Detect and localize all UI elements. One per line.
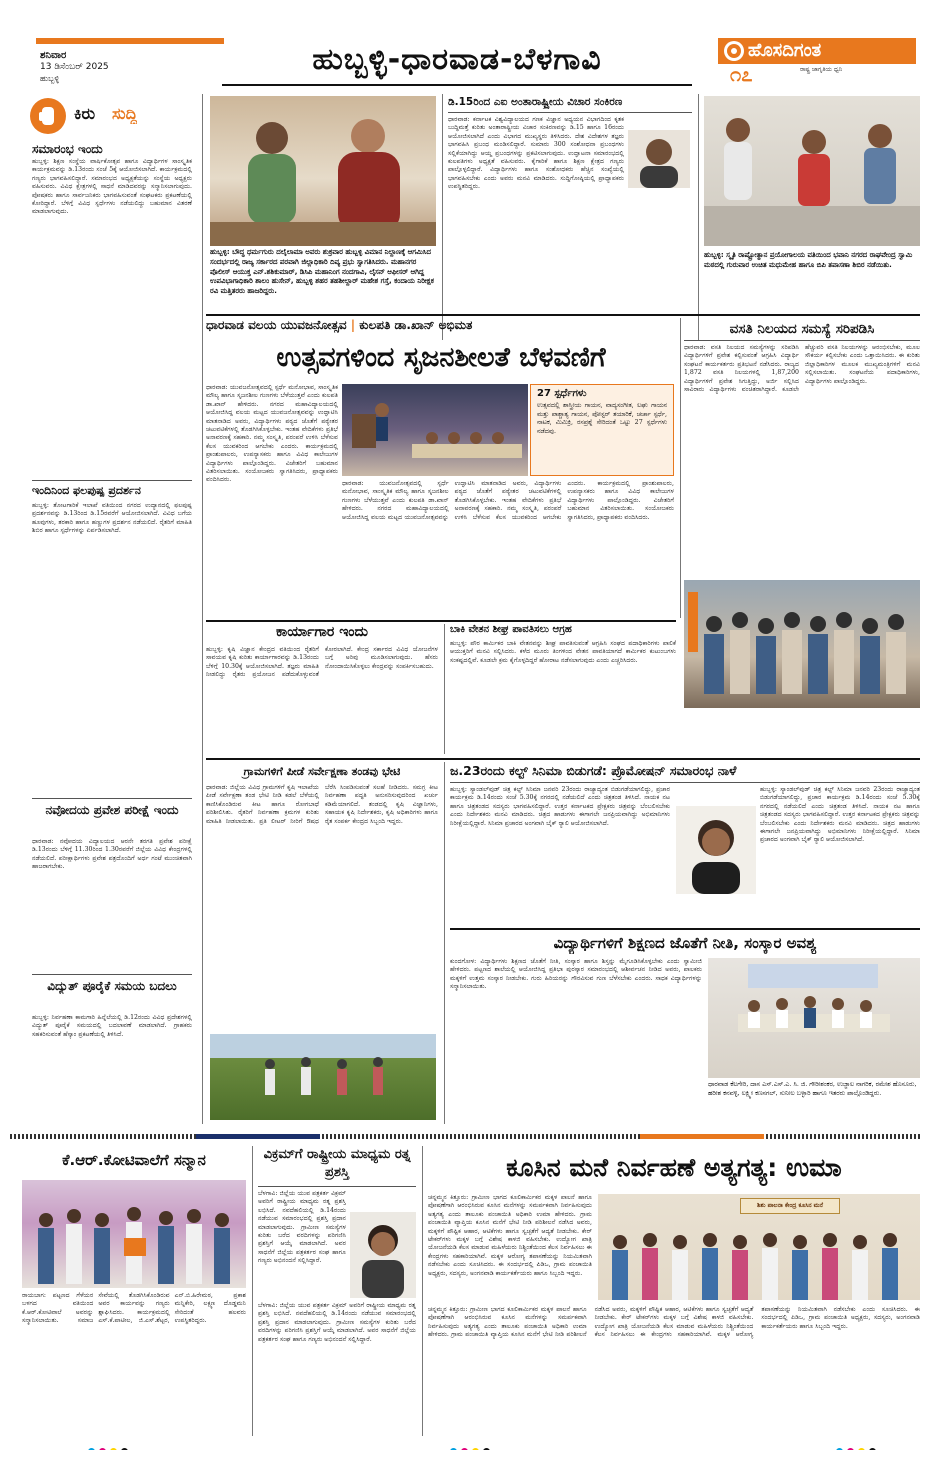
kirusuddi-body-2: ಹುಬ್ಬಳ್ಳಿ: ತೋಟಗಾರಿಕೆ ಇಲಾಖೆ ವತಿಯಿಂದ ನಗರದ ಉದ್ಯಾನದಲ್ಲಿ ಫಲಪುಷ್ಪ ಪ್ರದರ್ಶನವನ್ನು ಡಿ.13ರಿಂದ ಡಿ.15ರವರೆಗೆ ಆಯೋಜಿಸಲಾಗಿದೆ. ವಿವಿಧ ಬಗೆಯ ಹೂವುಗಳು, ತರಕಾರಿ ಹಾಗೂ ಹಣ್ಣುಗಳ ಪ್ರದರ್ಶನ ನಡೆಯಲಿದೆ. ರೈತರಿಗೆ ಮಾಹಿತಿ ಶಿಬಿರ ಹಾಗೂ ಸ್ಪರ್ಧೆಗಳನ್ನು ಏರ್ಪಡಿಸಲಾಗಿದೆ. — [32, 502, 192, 535]
dalai-lama-caption: ಹುಬ್ಬಳ್ಳಿ: ಬೌದ್ಧ ಧರ್ಮಗುರು ದಲೈಲಾಮಾ ಅವರು ಶುಕ್ರವಾರ ಹುಬ್ಬಳ್ಳಿ ವಿಮಾನ ನಿಲ್ದಾಣಕ್ಕೆ ಆಗಮಿಸಿದ ಸಂದರ್ಭದಲ್ಲಿ ರಾಜ್ಯ ಸರ್ಕಾರದ ಪರವಾಗಿ ಜಿಲ್ಲಾಧಿಕಾರಿ ದಿವ್ಯ ಪ್ರಭು ಸ್ವಾಗತಿಸಿದರು. ಮಹಾನಗರ ಪೊಲೀಸ್ ಆಯುಕ್ತ ಎನ್.ಶಶಿಕುಮಾರ್, ಡಿಸಿಪಿ ಮಹಾನಿಂಗ ನಂದಗಾವಿ, ಲೈಸನ್ ಆಫೀಸರ್ ಆಗಿದ್ದ ಉಪವಿಭಾಗಾಧಿಕಾರಿ ಶಾಲಂ ಹುಸೇನ್, ಹುಬ್ಬಳ್ಳಿ ಶಹರ ತಹಶೀಲ್ದಾರ್ ಮಹೇಶ ಗಸ್ತೆ, ಕಂದಾಯ ನಿರೀಕ್ಷಕ ರವಿ ಮತ್ತಿತರರು ಹಾಜರಿದ್ದರು. — [210, 248, 434, 296]
issue-date: 13 ಡಿಸೆಂಬರ್ 2025 — [40, 62, 109, 72]
cinema-body-right: ಹುಬ್ಬಳ್ಳಿ: ಸ್ಯಾಂಡಲ್‌ವುಡ್ ಚಿತ್ರ ಕಲ್ಟ್ ಸಿನಿಮಾ ಜನವರಿ 23ರಂದು ರಾಜ್ಯಾದ್ಯಂತ ಬಿಡುಗಡೆಯಾಗಲಿದ್ದು, ಪ್ರಚಾರ ಕಾರ್ಯಕ್ರಮ ಡಿ.14ರಂದು ಸಂಜೆ 5.30ಕ್ಕೆ ನಗರದಲ್ಲಿ ನಡೆಯಲಿದೆ ಎಂದು ಚಿತ್ರತಂಡ ತಿಳಿಸಿದೆ. ನಾಯಕ ನಟ ಹಾಗೂ ಚಿತ್ರತಂಡದ ಸದಸ್ಯರು ಭಾಗವಹಿಸಲಿದ್ದಾರೆ. ಉತ್ತರ ಕರ್ನಾಟಕದ ಪ್ರೇಕ್ಷಕರು ಚಿತ್ರವನ್ನು ಬೆಂಬಲಿಸಬೇಕು ಎಂದು ನಿರ್ದೇಶಕರು ಮನವಿ ಮಾಡಿದರು. ಚಿತ್ರದ ಹಾಡುಗಳು ಈಗಾಗಲೇ ಜನಪ್ರಿಯವಾಗಿದ್ದು ಅಭಿಮಾನಿಗಳು ನಿರೀಕ್ಷೆಯಲ್ಲಿದ್ದಾರೆ. ಸಿನಿಮಾ ಪ್ರಚಾರದ ಅಂಗವಾಗಿ ಬೈಕ್ ರ‍್ಯಾಲಿ ಆಯೋಜಿಸಲಾಗಿದೆ. — [760, 786, 920, 844]
kusina-mane-body-bottom: ಚನ್ನಮ್ಮನ ಕಿತ್ತೂರು: ಗ್ರಾಮೀಣ ಭಾಗದ ಕೂಲಿಕಾರ್ಮಿಕರ ಮಕ್ಕಳ ಪಾಲನೆ ಹಾಗೂ ಪೋಷಣೆಗಾಗಿ ಆರಂಭಿಸಿರುವ ಕೂಸಿನ ಮನೆಗಳನ್ನು ಸಮರ್ಪಕವಾಗಿ ನಿರ್ವಹಿಸುವುದು ಅತ್ಯಗತ್ಯ ಎಂದು ತಾಲೂಕು ಪಂಚಾಯಿತಿ ಅಧಿಕಾರಿ ಉಮಾ ಹೇಳಿದರು. ಗ್ರಾಮ ಪಂಚಾಯಿತಿ ವ್ಯಾಪ್ತಿಯ ಕೂಸಿನ ಮನೆಗೆ ಭೇಟಿ ನೀಡಿ ಪರಿಶೀಲನೆ ನಡೆಸಿದ ಅವರು, ಮಕ್ಕಳಿಗೆ ಪೌಷ್ಟಿಕ ಆಹಾರ, ಆಟಿಕೆಗಳು ಹಾಗೂ ಸ್ವಚ್ಛತೆಗೆ ಆದ್ಯತೆ ನೀಡಬೇಕು. ಕೇರ್ ಟೇಕರ್‌ಗಳು ಮಕ್ಕಳ ಬಗ್ಗೆ ವಿಶೇಷ ಕಾಳಜಿ ವಹಿಸಬೇಕು. ಉದ್ಯೋಗ ಖಾತ್ರಿ ಯೋಜನೆಯಡಿ ಕೆಲಸ ಮಾಡುವ ಮಹಿಳೆಯರು ನಿಶ್ಚಿಂತೆಯಿಂದ ಕೆಲಸ ನಿರ್ವಹಿಸಲು ಈ ಕೇಂದ್ರಗಳು ಸಹಕಾರಿಯಾಗಿವೆ. ಮಕ್ಕಳ ಆರೋಗ್ಯ ತಪಾಸಣೆಯನ್ನು ನಿಯಮಿತವಾಗಿ ನಡೆಸಬೇಕು ಎಂದು ಸೂಚಿಸಿದರು. ಈ ಸಂದರ್ಭದಲ್ಲಿ ಪಿಡಿಒ, ಗ್ರಾಮ ಪಂಚಾಯಿತಿ ಅಧ್ಯಕ್ಷರು, ಸದಸ್ಯರು, ಅಂಗನವಾಡಿ ಕಾರ್ಯಕರ್ತೆಯರು ಹಾಗೂ ಸಿಬ್ಬಂದಿ ಇದ್ದರು. — [428, 1306, 920, 1339]
kirusuddi-body-4: ಹುಬ್ಬಳ್ಳಿ: ನಿರ್ವಹಣಾ ಕಾಮಗಾರಿ ಹಿನ್ನೆಲೆಯಲ್ಲಿ ಡಿ.12ರಂದು ವಿವಿಧ ಪ್ರದೇಶಗಳಲ್ಲಿ ವಿದ್ಯುತ್ ಪೂರೈಕೆ ಸಮಯದಲ್ಲಿ ಬದಲಾವಣೆ ಮಾಡಲಾಗಿದೆ. ಗ್ರಾಹಕರು ಸಹಕರಿಸುವಂತೆ ಹೆಸ್ಕಾಂ ಪ್ರಕಟಣೆಯಲ್ಲಿ ತಿಳಿಸಿದೆ. — [32, 1014, 192, 1038]
registration-dots-center — [450, 1440, 510, 1450]
masthead-bottom-rule — [222, 84, 692, 86]
values-edu-body: ಕುಂದಗೋಳ: ವಿದ್ಯಾರ್ಥಿಗಳು ಶಿಕ್ಷಣದ ಜೊತೆಗೆ ನೀತಿ, ಸಂಸ್ಕಾರ ಹಾಗೂ ಶಿಸ್ತನ್ನು ಮೈಗೂಡಿಸಿಕೊಳ್ಳಬೇಕು ಎಂದು ಸ್ವಾಮೀಜಿ ಹೇಳಿದರು. ಪಟ್ಟಣದ ಶಾಲೆಯಲ್ಲಿ ಆಯೋಜಿಸಿದ್ದ ಪ್ರತಿಭಾ ಪುರಸ್ಕಾರ ಸಮಾರಂಭದಲ್ಲಿ ಆಶೀರ್ವಚನ ನೀಡಿದ ಅವರು, ಪಾಲಕರು ಮಕ್ಕಳಿಗೆ ಉತ್ತಮ ಸಂಸ್ಕಾರ ನೀಡಬೇಕು. ಗುರು ಹಿರಿಯರನ್ನು ಗೌರವಿಸುವ ಗುಣ ಬೆಳೆಸಬೇಕು ಎಂದರು. ಸಾಧಕ ವಿದ್ಯಾರ್ಥಿಗಳನ್ನು ಸನ್ಮಾನಿಸಲಾಯಿತು. — [450, 958, 702, 991]
health-camp-photo — [704, 96, 920, 246]
magenta-dot — [461, 1448, 468, 1450]
values-edu-title: ವಿದ್ಯಾರ್ಥಿಗಳಿಗೆ ಶಿಕ್ಷಣದ ಜೊತೆಗೆ ನೀತಿ, ಸಂಸ್ಕಾರ ಅವಶ್ಯ — [553, 934, 817, 952]
black-dot — [869, 1448, 876, 1450]
magenta-dot — [847, 1448, 854, 1450]
kusina-mane-photo — [598, 1194, 920, 1300]
karyagara-title: ಕಾರ್ಯಾಗಾರ ಇಂದು — [275, 624, 369, 640]
kusina-mane-title: ಕೂಸಿನ ಮನೆ ನಿರ್ವಹಣೆ ಅತ್ಯಗತ್ಯ: ಉಮಾ — [506, 1153, 842, 1182]
cinema-title: ಜ.23ರಂದು ಕಲ್ಟ್ ಸಿನಿಮಾ ಬಿಡುಗಡೆ: ಪ್ರೊಮೋಷನ್ ಸಮಾರಂಭ ನಾಳೆ — [450, 763, 737, 778]
divider — [206, 758, 920, 760]
divider — [206, 314, 920, 316]
yuvajanotsava-kicker — [206, 318, 676, 338]
kirusuddi-title-2: ಇಂದಿನಿಂದ ಫಲಪುಷ್ಪ ಪ್ರದರ್ಶನ — [32, 484, 141, 497]
divider — [32, 974, 192, 975]
cyan-dot — [836, 1448, 843, 1450]
masthead-orange-bar — [36, 38, 224, 44]
column-divider — [444, 624, 445, 754]
bottom-band-rule — [10, 1134, 920, 1139]
hostel-body: ಧಾರವಾಡ: ವಸತಿ ನಿಲಯದ ಸಮಸ್ಯೆಗಳನ್ನು ಸರಿಪಡಿಸಿ ವಿದ್ಯಾರ್ಥಿಗಳಿಗೆ ಪ್ರವೇಶ ಕಲ್ಪಿಸುವಂತೆ ಆಗ್ರಹಿಸಿ ವಿದ್ಯಾರ್ಥಿ ಸಂಘಟನೆ ಕಾರ್ಯಕರ್ತರು ಪ್ರತಿಭಟನೆ ನಡೆಸಿದರು. ರಾಜ್ಯದ 1,872 ವಸತಿ ನಿಲಯಗಳಲ್ಲಿ 1,87,200 ವಿದ್ಯಾರ್ಥಿಗಳಿಗೆ ಪ್ರವೇಶ ಸಿಗುತ್ತಿದ್ದು, ಅರ್ಜಿ ಸಲ್ಲಿಸಿದ ಸಾವಿರಾರು ವಿದ್ಯಾರ್ಥಿಗಳು ವಂಚಿತರಾಗಿದ್ದಾರೆ. ಕೂಡಲೇ ಹೆಚ್ಚುವರಿ ವಸತಿ ನಿಲಯಗಳನ್ನು ಆರಂಭಿಸಬೇಕು, ಮೂಲ ಸೌಕರ್ಯ ಕಲ್ಪಿಸಬೇಕು ಎಂದು ಒತ್ತಾಯಿಸಿದರು. ಈ ಕುರಿತು ಜಿಲ್ಲಾಧಿಕಾರಿಗಳ ಮೂಲಕ ಮುಖ್ಯಮಂತ್ರಿಗಳಿಗೆ ಮನವಿ ಸಲ್ಲಿಸಲಾಯಿತು. ಸಂಘಟನೆಯ ಪದಾಧಿಕಾರಿಗಳು, ವಿದ್ಯಾರ್ಥಿಗಳು ಪಾಲ್ಗೊಂಡಿದ್ದರು. — [684, 344, 920, 394]
competitions-box — [530, 384, 674, 476]
divider — [450, 928, 920, 930]
vikram-body-top: ಬೆಳಗಾವಿ: ಜಿಲ್ಲೆಯ ಯುವ ಪತ್ರಕರ್ತ ವಿಕ್ರಮ್ ಅವರಿಗೆ ರಾಷ್ಟ್ರೀಯ ಮಾಧ್ಯಮ ರತ್ನ ಪ್ರಶಸ್ತಿ ಲಭಿಸಿದೆ. ನವದೆಹಲಿಯಲ್ಲಿ ಡಿ.14ರಂದು ನಡೆಯುವ ಸಮಾರಂಭದಲ್ಲಿ ಪ್ರಶಸ್ತಿ ಪ್ರದಾನ ಮಾಡಲಾಗುವುದು. ಗ್ರಾಮೀಣ ಸಮಸ್ಯೆಗಳ ಕುರಿತು ಬರೆದ ವರದಿಗಳನ್ನು ಪರಿಗಣಿಸಿ ಪ್ರಶಸ್ತಿಗೆ ಆಯ್ಕೆ ಮಾಡಲಾಗಿದೆ. ಅವರ ಸಾಧನೆಗೆ ಜಿಲ್ಲೆಯ ಪತ್ರಕರ್ತರ ಸಂಘ ಹಾಗೂ ಗಣ್ಯರು ಅಭಿನಂದನೆ ಸಲ್ಲಿಸಿದ್ದಾರೆ. — [258, 1190, 346, 1265]
issue-day: ಶನಿವಾರ — [40, 50, 67, 61]
cyan-dot — [450, 1448, 457, 1450]
column-divider — [698, 94, 699, 340]
vikram-body-bottom: ಬೆಳಗಾವಿ: ಜಿಲ್ಲೆಯ ಯುವ ಪತ್ರಕರ್ತ ವಿಕ್ರಮ್ ಅವರಿಗೆ ರಾಷ್ಟ್ರೀಯ ಮಾಧ್ಯಮ ರತ್ನ ಪ್ರಶಸ್ತಿ ಲಭಿಸಿದೆ. ನವದೆಹಲಿಯಲ್ಲಿ ಡಿ.14ರಂದು ನಡೆಯುವ ಸಮಾರಂಭದಲ್ಲಿ ಪ್ರಶಸ್ತಿ ಪ್ರದಾನ ಮಾಡಲಾಗುವುದು. ಗ್ರಾಮೀಣ ಸಮಸ್ಯೆಗಳ ಕುರಿತು ಬರೆದ ವರದಿಗಳನ್ನು ಪರಿಗಣಿಸಿ ಪ್ರಶಸ್ತಿಗೆ ಆಯ್ಕೆ ಮಾಡಲಾಗಿದೆ. ಅವರ ಸಾಧನೆಗೆ ಜಿಲ್ಲೆಯ ಪತ್ರಕರ್ತರ ಸಂಘ ಹಾಗೂ ಗಣ್ಯರು ಅಭಿನಂದನೆ ಸಲ್ಲಿಸಿದ್ದಾರೆ. — [258, 1302, 416, 1343]
yellow-dot — [110, 1448, 117, 1450]
yuvajanotsava-body-col2: ಧಾರವಾಡ: ಯುವಜನೋತ್ಸವದಲ್ಲಿ ಸ್ಪರ್ಧೆ ಮನೋಭಾವ, ಸಾಂಸ್ಕೃತಿಕ ಮೌಲ್ಯ ಹಾಗೂ ಸೃಜನಶೀಲ ಗುಣಗಳು ಬೆಳೆಯುತ್ತವೆ ಎಂದು ಕುಲಪತಿ ಡಾ.ಖಾನ್ ಹೇಳಿದರು. ನಗರದ ಮಹಾವಿದ್ಯಾಲಯದಲ್ಲಿ ಆಯೋಜಿಸಿದ್ದ ವಲಯ ಮಟ್ಟದ ಯುವಜನೋತ್ಸವವನ್ನು ಉದ್ಘಾಟಿಸಿ ಮಾತನಾಡಿದ ಅವರು, ವಿದ್ಯಾರ್ಥಿಗಳು ಪಠ್ಯದ ಜೊತೆಗೆ ಪಠ್ಯೇತರ ಚಟುವಟಿಕೆಗಳಲ್ಲಿ ತೊಡಗಿಸಿಕೊಳ್ಳಬೇಕು. ಇಂತಹ ವೇದಿಕೆಗಳು ಪ್ರತಿಭೆ ಅನಾವರಣಕ್ಕೆ ಸಹಕಾರಿ. ನಮ್ಮ ಸಂಸ್ಕೃತಿ, ಪರಂಪರೆ ಉಳಿಸಿ ಬೆಳೆಸುವ ಕೆಲಸ ಯುವಕರಿಂದ ಆಗಬೇಕು ಎಂದರು. ಕಾರ್ಯಕ್ರಮದಲ್ಲಿ ಪ್ರಾಂಶುಪಾಲರು, ಉಪನ್ಯಾಸಕರು ಹಾಗೂ ವಿವಿಧ ಕಾಲೇಜುಗಳ ವಿದ್ಯಾರ್ಥಿಗಳು ಪಾಲ್ಗೊಂಡಿದ್ದರು. ವಿಜೇತರಿಗೆ ಬಹುಮಾನ ವಿತರಿಸಲಾಯಿತು. ಸಂಯೋಜಕರು ಸ್ವಾಗತಿಸಿದರು, ಪ್ರಾಧ್ಯಾಪಕರು ವಂದಿಸಿದರು. — [342, 480, 674, 521]
cyan-dot — [88, 1448, 95, 1450]
divider — [32, 798, 192, 799]
hand-icon — [30, 98, 66, 134]
competitions-box-body: ಉತ್ಸವದಲ್ಲಿ ಶಾಸ್ತ್ರೀಯ ಗಾಯನ, ವಾದ್ಯಸಂಗೀತ, ಲಘು ಗಾಯನ ಮತ್ತು ಪಾಶ್ಚಾತ್ಯ ಗಾಯನ, ಪೋಸ್ಟರ್ ತಯಾರಿಕೆ, ಚರ್ಚಾ ಸ್ಪರ್ಧೆ, ನಾಟಕ, ಮಿಮಿಕ್ರಿ, ರಸಪ್ರಶ್ನೆ ಸೇರಿದಂತೆ ಒಟ್ಟು 27 ಸ್ಪರ್ಧೆಗಳು ನಡೆದವು. — [537, 402, 667, 435]
divider — [450, 782, 920, 783]
column-divider — [252, 1146, 253, 1436]
column-divider — [202, 94, 203, 1124]
black-dot — [121, 1448, 128, 1450]
kotiwale-title: ಕೆ.ಆರ್.ಕೋಟಿವಾಲೆಗೆ ಸನ್ಮಾನ — [62, 1151, 206, 1169]
column-divider — [444, 762, 445, 1124]
yuvajanotsava-photo — [342, 384, 528, 476]
bottom-band-accent-left — [196, 1134, 320, 1139]
cinema-body-left: ಹುಬ್ಬಳ್ಳಿ: ಸ್ಯಾಂಡಲ್‌ವುಡ್ ಚಿತ್ರ ಕಲ್ಟ್ ಸಿನಿಮಾ ಜನವರಿ 23ರಂದು ರಾಜ್ಯಾದ್ಯಂತ ಬಿಡುಗಡೆಯಾಗಲಿದ್ದು, ಪ್ರಚಾರ ಕಾರ್ಯಕ್ರಮ ಡಿ.14ರಂದು ಸಂಜೆ 5.30ಕ್ಕೆ ನಗರದಲ್ಲಿ ನಡೆಯಲಿದೆ ಎಂದು ಚಿತ್ರತಂಡ ತಿಳಿಸಿದೆ. ನಾಯಕ ನಟ ಹಾಗೂ ಚಿತ್ರತಂಡದ ಸದಸ್ಯರು ಭಾಗವಹಿಸಲಿದ್ದಾರೆ. ಉತ್ತರ ಕರ್ನಾಟಕದ ಪ್ರೇಕ್ಷಕರು ಚಿತ್ರವನ್ನು ಬೆಂಬಲಿಸಬೇಕು ಎಂದು ನಿರ್ದೇಶಕರು ಮನವಿ ಮಾಡಿದರು. ಚಿತ್ರದ ಹಾಡುಗಳು ಈಗಾಗಲೇ ಜನಪ್ರಿಯವಾಗಿದ್ದು ಅಭಿಮಾನಿಗಳು ನಿರೀಕ್ಷೆಯಲ್ಲಿದ್ದಾರೆ. ಸಿನಿಮಾ ಪ್ರಚಾರದ ಅಂಗವಾಗಿ ಬೈಕ್ ರ‍್ಯಾಲಿ ಆಯೋಜಿಸಲಾಗಿದೆ. — [450, 786, 670, 827]
bottom-band-accent-right — [640, 1134, 764, 1139]
brand-tagline: ರಾಷ್ಟ್ರ ಜಾಗೃತಿಯ ಧ್ವನಿ — [800, 66, 843, 73]
kirusuddi-column — [10, 94, 198, 1124]
kirusuddi-title-3: ನವೋದಯ ಪ್ರವೇಶ ಪರೀಕ್ಷೆ ಇಂದು — [45, 803, 179, 817]
health-camp-caption: ಹುಬ್ಬಳ್ಳಿ: ಸ್ಮೃತಿ ರಾಷ್ಟ್ರೋತ್ಥಾನ ಪ್ರಯೋಗಾಲಯ ವತಿಯಿಂದ ಭವಾನಿ ನಗರದ ರಾಘವೇಂದ್ರ ಸ್ವಾಮಿ ಮಠದಲ್ಲಿ ಗುರುವಾರ ಉಚಿತ ಮಧುಮೇಹ ಹಾಗೂ ಬಿಪಿ ತಪಾಸಣಾ ಶಿಬಿರ ನಡೆಯಿತು. — [704, 251, 913, 269]
ai-seminar-portrait — [628, 130, 690, 188]
kirusuddi-title-4: ವಿದ್ಯುತ್ ಪೂರೈಕೆ ಸಮಯ ಬದಲು — [47, 979, 177, 993]
pest-survey-photo — [210, 1034, 436, 1120]
divider — [258, 1186, 416, 1187]
masthead — [0, 0, 945, 88]
ai-seminar-body: ಧಾರವಾಡ: ಕರ್ನಾಟಕ ವಿಶ್ವವಿದ್ಯಾಲಯದ ಗಣಕ ವಿಜ್ಞಾನ ಅಧ್ಯಯನ ವಿಭಾಗದಿಂದ ಕೃತಕ ಬುದ್ಧಿಮತ್ತೆ ಕುರಿತು ಅಂತಾರಾಷ್ಟ್ರೀಯ ವಿಚಾರ ಸಂಕಿರಣವನ್ನು ಡಿ.15 ಹಾಗೂ 16ರಂದು ಆಯೋಜಿಸಲಾಗಿದೆ ಎಂದು ವಿಭಾಗದ ಮುಖ್ಯಸ್ಥರು ತಿಳಿಸಿದರು. ದೇಶ ವಿದೇಶಗಳ ತಜ್ಞರು ಭಾಗವಹಿಸಿ ಪ್ರಬಂಧ ಮಂಡಿಸಲಿದ್ದಾರೆ. ಸುಮಾರು 300 ಸಂಶೋಧನಾ ಪ್ರಬಂಧಗಳು ಸಲ್ಲಿಕೆಯಾಗಿದ್ದು ಆಯ್ದ ಪ್ರಬಂಧಗಳನ್ನು ಪ್ರಕಟಿಸಲಾಗುವುದು. ಉದ್ಘಾಟನಾ ಸಮಾರಂಭದಲ್ಲಿ ಕುಲಪತಿಗಳು ಅಧ್ಯಕ್ಷತೆ ವಹಿಸುವರು. ಕೈಗಾರಿಕೆ ಹಾಗೂ ಶಿಕ್ಷಣ ಕ್ಷೇತ್ರದ ಗಣ್ಯರು ಪಾಲ್ಗೊಳ್ಳಲಿದ್ದಾರೆ. ವಿದ್ಯಾರ್ಥಿಗಳು ಹಾಗೂ ಸಂಶೋಧಕರು ಹೆಚ್ಚಿನ ಸಂಖ್ಯೆಯಲ್ಲಿ ಭಾಗವಹಿಸಬೇಕು ಎಂದು ಅವರು ಮನವಿ ಮಾಡಿದರು. ಸುದ್ದಿಗೋಷ್ಠಿಯಲ್ಲಿ ಪ್ರಾಧ್ಯಾಪಕರು ಉಪಸ್ಥಿತರಿದ್ದರು. — [448, 116, 624, 191]
yuvajanotsava-body-col1: ಧಾರವಾಡ: ಯುವಜನೋತ್ಸವದಲ್ಲಿ ಸ್ಪರ್ಧೆ ಮನೋಭಾವ, ಸಾಂಸ್ಕೃತಿಕ ಮೌಲ್ಯ ಹಾಗೂ ಸೃಜನಶೀಲ ಗುಣಗಳು ಬೆಳೆಯುತ್ತವೆ ಎಂದು ಕುಲಪತಿ ಡಾ.ಖಾನ್ ಹೇಳಿದರು. ನಗರದ ಮಹಾವಿದ್ಯಾಲಯದಲ್ಲಿ ಆಯೋಜಿಸಿದ್ದ ವಲಯ ಮಟ್ಟದ ಯುವಜನೋತ್ಸವವನ್ನು ಉದ್ಘಾಟಿಸಿ ಮಾತನಾಡಿದ ಅವರು, ವಿದ್ಯಾರ್ಥಿಗಳು ಪಠ್ಯದ ಜೊತೆಗೆ ಪಠ್ಯೇತರ ಚಟುವಟಿಕೆಗಳಲ್ಲಿ ತೊಡಗಿಸಿಕೊಳ್ಳಬೇಕು. ಇಂತಹ ವೇದಿಕೆಗಳು ಪ್ರತಿಭೆ ಅನಾವರಣಕ್ಕೆ ಸಹಕಾರಿ. ನಮ್ಮ ಸಂಸ್ಕೃತಿ, ಪರಂಪರೆ ಉಳಿಸಿ ಬೆಳೆಸುವ ಕೆಲಸ ಯುವಕರಿಂದ ಆಗಬೇಕು ಎಂದರು. ಕಾರ್ಯಕ್ರಮದಲ್ಲಿ ಪ್ರಾಂಶುಪಾಲರು, ಉಪನ್ಯಾಸಕರು ಹಾಗೂ ವಿವಿಧ ಕಾಲೇಜುಗಳ ವಿದ್ಯಾರ್ಥಿಗಳು ಪಾಲ್ಗೊಂಡಿದ್ದರು. ವಿಜೇತರಿಗೆ ಬಹುಮಾನ ವಿತರಿಸಲಾಯಿತು. ಸಂಯೋಜಕರು ಸ್ವಾಗತಿಸಿದರು, ಪ್ರಾಧ್ಯಾಪಕರು ವಂದಿಸಿದರು. — [206, 384, 338, 484]
brand-logo-icon — [724, 41, 744, 61]
kicker-part-b: ಕುಲಪತಿ ಡಾ.ಖಾನ್ ಅಭಿಮತ — [359, 318, 473, 332]
competitions-box-title: 27 ಸ್ಪರ್ಧೆಗಳು — [537, 388, 587, 399]
kicker-part-a: ಧಾರವಾಡ ವಲಯ ಯುವಜನೋತ್ಸವ — [206, 318, 347, 332]
magenta-dot — [99, 1448, 106, 1450]
kotiwale-photo — [22, 1180, 246, 1288]
kicker-separator: | — [350, 318, 360, 332]
yellow-dot — [858, 1448, 865, 1450]
kirusuddi-label-a: ಕಿರು — [74, 104, 96, 123]
kusina-mane-body-left: ಚನ್ನಮ್ಮನ ಕಿತ್ತೂರು: ಗ್ರಾಮೀಣ ಭಾಗದ ಕೂಲಿಕಾರ್ಮಿಕರ ಮಕ್ಕಳ ಪಾಲನೆ ಹಾಗೂ ಪೋಷಣೆಗಾಗಿ ಆರಂಭಿಸಿರುವ ಕೂಸಿನ ಮನೆಗಳನ್ನು ಸಮರ್ಪಕವಾಗಿ ನಿರ್ವಹಿಸುವುದು ಅತ್ಯಗತ್ಯ ಎಂದು ತಾಲೂಕು ಪಂಚಾಯಿತಿ ಅಧಿಕಾರಿ ಉಮಾ ಹೇಳಿದರು. ಗ್ರಾಮ ಪಂಚಾಯಿತಿ ವ್ಯಾಪ್ತಿಯ ಕೂಸಿನ ಮನೆಗೆ ಭೇಟಿ ನೀಡಿ ಪರಿಶೀಲನೆ ನಡೆಸಿದ ಅವರು, ಮಕ್ಕಳಿಗೆ ಪೌಷ್ಟಿಕ ಆಹಾರ, ಆಟಿಕೆಗಳು ಹಾಗೂ ಸ್ವಚ್ಛತೆಗೆ ಆದ್ಯತೆ ನೀಡಬೇಕು. ಕೇರ್ ಟೇಕರ್‌ಗಳು ಮಕ್ಕಳ ಬಗ್ಗೆ ವಿಶೇಷ ಕಾಳಜಿ ವಹಿಸಬೇಕು. ಉದ್ಯೋಗ ಖಾತ್ರಿ ಯೋಜನೆಯಡಿ ಕೆಲಸ ಮಾಡುವ ಮಹಿಳೆಯರು ನಿಶ್ಚಿಂತೆಯಿಂದ ಕೆಲಸ ನಿರ್ವಹಿಸಲು ಈ ಕೇಂದ್ರಗಳು ಸಹಕಾರಿಯಾಗಿವೆ. ಮಕ್ಕಳ ಆರೋಗ್ಯ ತಪಾಸಣೆಯನ್ನು ನಿಯಮಿತವಾಗಿ ನಡೆಸಬೇಕು ಎಂದು ಸೂಚಿಸಿದರು. ಈ ಸಂದರ್ಭದಲ್ಲಿ ಪಿಡಿಒ, ಗ್ರಾಮ ಪಂಚಾಯಿತಿ ಅಧ್ಯಕ್ಷರು, ಸದಸ್ಯರು, ಅಂಗನವಾಡಿ ಕಾರ್ಯಕರ್ತೆಯರು ಹಾಗೂ ಸಿಬ್ಬಂದಿ ಇದ್ದರು. — [428, 1194, 592, 1277]
column-divider — [680, 318, 681, 618]
kirusuddi-header — [30, 98, 190, 134]
pest-survey-title: ಗ್ರಾಮಗಳಿಗೆ ಪೀಡೆ ಸರ್ವೇಕ್ಷಣಾ ತಂಡವು ಭೇಟಿ — [243, 765, 401, 778]
values-edu-photo — [708, 958, 920, 1078]
pest-survey-body: ಧಾರವಾಡ: ಜಿಲ್ಲೆಯ ವಿವಿಧ ಗ್ರಾಮಗಳಿಗೆ ಕೃಷಿ ಇಲಾಖೆಯ ಪೀಡೆ ಸರ್ವೇಕ್ಷಣಾ ತಂಡ ಭೇಟಿ ನೀಡಿ ಕಡಲೆ ಬೆಳೆಯಲ್ಲಿ ಕಾಣಿಸಿಕೊಂಡಿರುವ ಕೀಟ ಹಾಗೂ ರೋಗಬಾಧೆ ಪರಿಶೀಲಿಸಿತು. ರೈತರಿಗೆ ನಿರ್ವಹಣಾ ಕ್ರಮಗಳ ಕುರಿತು ಮಾಹಿತಿ ನೀಡಲಾಯಿತು. ಪ್ರತಿ ಲೀಟರ್ ನೀರಿಗೆ ಔಷಧ ಬೆರೆಸಿ ಸಿಂಪಡಿಸುವಂತೆ ಸಲಹೆ ನೀಡಿದರು. ಸಮಗ್ರ ಕೀಟ ನಿರ್ವಹಣಾ ಪದ್ಧತಿ ಅನುಸರಿಸುವುದರಿಂದ ಖರ್ಚು ಕಡಿಮೆಯಾಗಲಿದೆ. ತಂಡದಲ್ಲಿ ಕೃಷಿ ವಿಜ್ಞಾನಿಗಳು, ಸಹಾಯಕ ಕೃಷಿ ನಿರ್ದೇಶಕರು, ಕೃಷಿ ಅಧಿಕಾರಿಗಳು ಹಾಗೂ ರೈತ ಸಂಪರ್ಕ ಕೇಂದ್ರದ ಸಿಬ್ಬಂದಿ ಇದ್ದರು. — [206, 784, 438, 825]
registration-dots-right — [836, 1440, 896, 1450]
karyagara-body: ಹುಬ್ಬಳ್ಳಿ: ಕೃಷಿ ವಿಜ್ಞಾನ ಕೇಂದ್ರದ ವತಿಯಿಂದ ರೈತರಿಗೆ ಸಾವಯವ ಕೃಷಿ ಕುರಿತು ಕಾರ್ಯಾಗಾರವನ್ನು ಡಿ.13ರಂದು ಬೆಳಿಗ್ಗೆ 10.30ಕ್ಕೆ ಆಯೋಜಿಸಲಾಗಿದೆ. ತಜ್ಞರು ಮಾಹಿತಿ ನೀಡಲಿದ್ದು ರೈತರು ಪ್ರಯೋಜನ ಪಡೆದುಕೊಳ್ಳುವಂತೆ ಕೋರಲಾಗಿದೆ. ಕೇಂದ್ರ ಸರ್ಕಾರದ ವಿವಿಧ ಯೋಜನೆಗಳ ಬಗ್ಗೆ ಅರಿವು ಮೂಡಿಸಲಾಗುವುದು. ಹೆಸರು ನೋಂದಾಯಿಸಿಕೊಳ್ಳಲು ಕೇಂದ್ರವನ್ನು ಸಂಪರ್ಕಿಸಬಹುದು. — [206, 646, 438, 679]
column-divider — [422, 1146, 423, 1436]
vikram-title: ವಿಕ್ರಮ್‌ಗೆ ರಾಷ್ಟ್ರೀಯ ಮಾಧ್ಯಮ ರತ್ನ ಪ್ರಶಸ್ತಿ — [263, 1147, 411, 1180]
vikram-portrait — [350, 1212, 416, 1298]
kirusuddi-title-1: ಸಮಾರಂಭ ಇಂದು — [32, 142, 103, 156]
hostel-title: ವಸತಿ ನಿಲಯದ ಸಮಸ್ಯೆ ಸರಿಪಡಿಸಿ — [729, 321, 875, 337]
section-title: ಹುಬ್ಬಳ್ಳಿ-ಧಾರವಾಡ-ಬೆಳಗಾವಿ — [312, 42, 602, 77]
column-divider — [442, 94, 443, 340]
dalai-lama-photo — [210, 96, 436, 246]
ai-seminar-title: ಡಿ.15ರಿಂದ ಎಐ ಅಂತಾರಾಷ್ಟ್ರೀಯ ವಿಚಾರ ಸಂಕಿರಣ — [448, 96, 623, 108]
divider — [32, 480, 192, 481]
divider — [684, 340, 920, 341]
divider — [206, 620, 676, 622]
yuvajanotsava-title: ಉತ್ಸವಗಳಿಂದ ಸೃಜನಶೀಲತೆ ಬೆಳವಣಿಗೆ — [276, 342, 606, 373]
registration-dots-left — [88, 1440, 148, 1450]
brand-name: ಹೊಸದಿಗಂತ — [748, 40, 822, 61]
issue-city: ಹುಬ್ಬಳ್ಳಿ — [40, 74, 60, 83]
brand-box — [718, 38, 916, 64]
page-number: ೧೭ — [730, 62, 753, 86]
pension-body: ಹುಬ್ಬಳ್ಳಿ: ಪೌರ ಕಾರ್ಮಿಕರ ಬಾಕಿ ವೇತನವನ್ನು ಶೀಘ್ರ ಪಾವತಿಸುವಂತೆ ಆಗ್ರಹಿಸಿ ಸಂಘದ ಪದಾಧಿಕಾರಿಗಳು ಪಾಲಿಕೆ ಆಯುಕ್ತರಿಗೆ ಮನವಿ ಸಲ್ಲಿಸಿದರು. ಕಳೆದ ಮೂರು ತಿಂಗಳಿಂದ ವೇತನ ಪಾವತಿಯಾಗದೆ ಕಾರ್ಮಿಕರ ಕುಟುಂಬಗಳು ಸಂಕಷ್ಟದಲ್ಲಿವೆ. ಕೂಡಲೇ ಕ್ರಮ ಕೈಗೊಳ್ಳದಿದ್ದರೆ ಹೋರಾಟ ನಡೆಸಲಾಗುವುದು ಎಂದು ಎಚ್ಚರಿಸಿದರು. — [450, 640, 676, 664]
kotiwale-body: ರಾಯಬಾಗ: ಪಟ್ಟಣದ ಗೆಳೆಯರ ಬಳಗದ ವತಿಯಿಂದ ಕೆ.ಆರ್.ಕೋಟಿವಾಲೆ ಅವರನ್ನು ಸನ್ಮಾನಿಸಲಾಯಿತು. ಸಮಾಜ ಸೇವೆಯಲ್ಲಿ ತೊಡಗಿಸಿಕೊಂಡಿರುವ ಅವರ ಕಾರ್ಯವನ್ನು ಗಣ್ಯರು ಶ್ಲಾಘಿಸಿದರು. ಕಾರ್ಯಕ್ರಮದಲ್ಲಿ ಎಸ್.ಕೆ.ಪಾಟೀಲ, ಜಿ.ಎಸ್.ಶೆಟ್ಟರ, ಎನ್.ಬಿ.ಹಿರೇಮಠ, ಪ್ರಕಾಶ ಮನ್ನಿಕೇರಿ, ಲಕ್ಷ್ಮಣ ದೊಡ್ಡಮನಿ ಸೇರಿದಂತೆ ಹಲವರು ಉಪಸ್ಥಿತರಿದ್ದರು. — [22, 1292, 246, 1325]
pension-title: ಬಾಕಿ ವೇತನ ಶೀಘ್ರ ಪಾವತಿಸಲು ಆಗ್ರಹ — [450, 624, 572, 635]
kirusuddi-label-b: ಸುದ್ದಿ — [112, 104, 138, 123]
cinema-actor-photo — [676, 806, 756, 894]
yellow-dot — [472, 1448, 479, 1450]
hostel-protest-photo — [684, 580, 920, 708]
kirusuddi-body-1: ಹುಬ್ಬಳ್ಳಿ: ಶಿಕ್ಷಣ ಸಂಸ್ಥೆಯ ವಾರ್ಷಿಕೋತ್ಸವ ಹಾಗೂ ವಿದ್ಯಾರ್ಥಿಗಳ ಸಾಂಸ್ಕೃತಿಕ ಕಾರ್ಯಕ್ರಮವನ್ನು ಡಿ.13ರಂದು ಸಂಜೆ 5ಕ್ಕೆ ಆಯೋಜಿಸಲಾಗಿದೆ. ಕಾರ್ಯಕ್ರಮದಲ್ಲಿ ಗಣ್ಯರು ಭಾಗವಹಿಸಲಿದ್ದಾರೆ. ಸಮಾರಂಭದ ಅಧ್ಯಕ್ಷತೆಯನ್ನು ಸಂಸ್ಥೆಯ ಅಧ್ಯಕ್ಷರು ವಹಿಸುವರು. ವಿವಿಧ ಕ್ಷೇತ್ರಗಳಲ್ಲಿ ಸಾಧನೆ ಮಾಡಿದವರನ್ನು ಸನ್ಮಾನಿಸಲಾಗುವುದು. ಪೋಷಕರು ಹಾಗೂ ಸಾರ್ವಜನಿಕರು ಭಾಗವಹಿಸುವಂತೆ ಸಂಘಟಕರು ಪ್ರಕಟಣೆಯಲ್ಲಿ ಕೋರಿದ್ದಾರೆ. ಬೆಳಿಗ್ಗೆ ವಿವಿಧ ಸ್ಪರ್ಧೆಗಳು ನಡೆಯಲಿದ್ದು ಬಹುಮಾನ ವಿತರಣೆ ಮಾಡಲಾಗುವುದು. — [32, 158, 192, 216]
values-edu-caption: ಧಾರವಾಡ ಕೆಲಗೇರಿ, ದಾಸ ಎಸ್.ಎಸ್.ಎ. ಸಿ. ಜಿ. ಗೌರೀಶಂಕರ, ಉಜ್ಜಾಲ ನಾಗರಿಕ, ರಮೇಶ ಹೊಸೂರು, ಹರೀಶ ಕನವಳ್ಳಿ, ಲಕ್ಷ್ಮೀ ಕಣಸಗಲ್, ಸುನೀಲ ಬಳ್ಳಾರಿ ಹಾಗೂ ಇತರರು ಪಾಲ್ಗೊಂಡಿದ್ದರು. — [708, 1080, 917, 1097]
divider — [448, 112, 692, 113]
black-dot — [483, 1448, 490, 1450]
kirusuddi-body-3: ಧಾರವಾಡ: ನವೋದಯ ವಿದ್ಯಾಲಯದ ಆರನೇ ತರಗತಿ ಪ್ರವೇಶ ಪರೀಕ್ಷೆ ಡಿ.13ರಂದು ಬೆಳಿಗ್ಗೆ 11.30ರಿಂದ 1.30ರವರೆಗೆ ಜಿಲ್ಲೆಯ ವಿವಿಧ ಕೇಂದ್ರಗಳಲ್ಲಿ ನಡೆಯಲಿದೆ. ಪರೀಕ್ಷಾರ್ಥಿಗಳು ಪ್ರವೇಶ ಪತ್ರದೊಂದಿಗೆ ಅರ್ಧ ಗಂಟೆ ಮುಂಚಿತವಾಗಿ ಹಾಜರಾಗಬೇಕು. — [32, 838, 192, 871]
kusina-mane-banner: ಶಿಶು ಪಾಲನಾ ಕೇಂದ್ರ ಕೂಸಿನ ಮನೆ — [740, 1198, 840, 1214]
